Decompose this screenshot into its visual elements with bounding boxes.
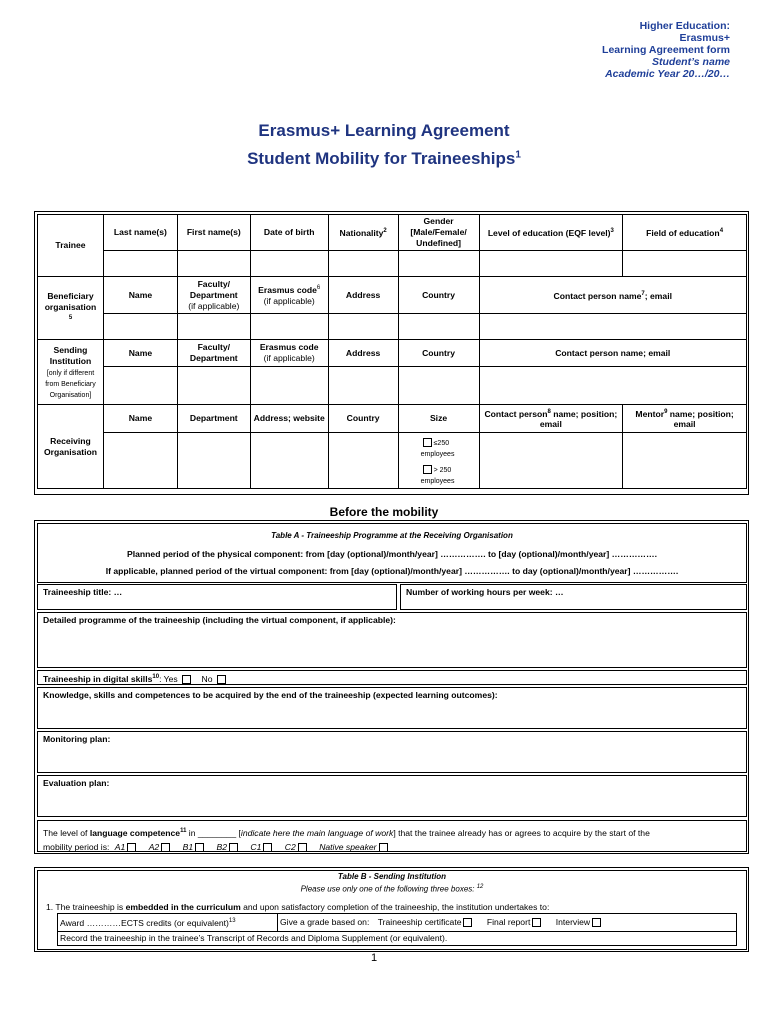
- col-last-name: Last name(s): [103, 215, 177, 251]
- page-title: Erasmus+ Learning Agreement: [258, 121, 510, 140]
- trainee-last-name-cell[interactable]: [103, 251, 177, 277]
- receiving-col-mentor: Mentor$^9$ name; position; email: [623, 405, 747, 433]
- level-a2-checkbox[interactable]: [161, 843, 170, 852]
- header-line-2: Erasmus+: [679, 32, 730, 44]
- sending-erasmus-cell[interactable]: [250, 367, 328, 405]
- beneficiary-col-address: Address: [328, 277, 398, 314]
- learning-outcomes-field[interactable]: Knowledge, skills and competences to be acquired by the end of the traineeship (expected learning outcomes):: [37, 687, 747, 729]
- col-field: Field of education$^4$: [623, 215, 747, 251]
- beneficiary-col-name: Name: [103, 277, 177, 314]
- trainee-label: Trainee: [38, 215, 104, 277]
- level-c1-checkbox[interactable]: [263, 843, 272, 852]
- trainee-dob-cell[interactable]: [250, 251, 328, 277]
- beneficiary-col-faculty: Faculty/ Department (if applicable): [177, 277, 250, 314]
- receiving-mentor-cell[interactable]: [623, 433, 747, 489]
- trainee-gender-cell[interactable]: [398, 251, 479, 277]
- table-b-options: [57, 913, 737, 946]
- col-first-name: First name(s): [177, 215, 250, 251]
- level-b1-checkbox[interactable]: [195, 843, 204, 852]
- sending-col-faculty: Faculty/ Department: [177, 340, 250, 367]
- header-line-4: Student’s name: [652, 56, 730, 68]
- record-transcript-cell[interactable]: Record the traineeship in the trainee’s Transcript of Records and Diploma Supplement (or equivalent).: [58, 932, 737, 946]
- sending-contact-cell[interactable]: [479, 367, 746, 405]
- size-large-label: > 250 employees: [420, 467, 455, 485]
- sending-name-cell[interactable]: [103, 367, 177, 405]
- beneficiary-erasmus-cell[interactable]: [250, 314, 328, 340]
- before-mobility-heading: Before the mobility: [329, 505, 439, 519]
- beneficiary-address-cell[interactable]: [328, 314, 398, 340]
- digital-skills-row: Traineeship in digital skills$^{10}$: Yes No: [37, 670, 747, 685]
- page-number: 1: [370, 952, 378, 964]
- document-header: [602, 20, 730, 80]
- receiving-col-address: Address; website: [250, 405, 328, 433]
- cert-checkbox[interactable]: [463, 918, 472, 927]
- sending-faculty-cell[interactable]: [177, 367, 250, 405]
- receiving-country-cell[interactable]: [328, 433, 398, 489]
- report-label: Final report: [486, 917, 531, 927]
- detailed-programme-field[interactable]: Detailed programme of the traineeship (including the virtual component, if applicable):: [37, 612, 747, 668]
- beneficiary-col-erasmus: Erasmus code$^6$ (if applicable): [250, 277, 328, 314]
- receiving-address-cell[interactable]: [250, 433, 328, 489]
- receiving-col-department: Department: [177, 405, 250, 433]
- receiving-col-name: Name: [103, 405, 177, 433]
- sending-country-cell[interactable]: [398, 367, 479, 405]
- trainee-first-name-cell[interactable]: [177, 251, 250, 277]
- receiving-col-size: Size: [398, 405, 479, 433]
- receiving-name-cell[interactable]: [103, 433, 177, 489]
- traineeship-title-field[interactable]: Traineeship title: …: [37, 584, 397, 610]
- sending-col-contact: Contact person name; email: [479, 340, 746, 367]
- receiving-department-cell[interactable]: [177, 433, 250, 489]
- monitoring-plan-field[interactable]: Monitoring plan:: [37, 731, 747, 773]
- sending-label: Sending Institution [only if different from Beneficiary Organisation]: [38, 340, 104, 405]
- digital-yes-checkbox[interactable]: [182, 675, 191, 684]
- table-b-subtitle: Please use only one of the following three boxes: $^{12}$: [300, 884, 484, 894]
- grade-label: Give a grade based on:: [280, 917, 370, 927]
- receiving-contact-cell[interactable]: [479, 433, 623, 489]
- size-small-checkbox[interactable]: [423, 438, 432, 447]
- level-native-checkbox[interactable]: [379, 843, 388, 852]
- col-level: Level of education (EQF level)$^3$: [479, 215, 623, 251]
- beneficiary-faculty-cell[interactable]: [177, 314, 250, 340]
- language-line-2: mobility period is: A1 A2 B1 B2 C1 C2 Native speaker: [43, 840, 741, 854]
- beneficiary-col-contact: Contact person name$^7$; email: [479, 277, 746, 314]
- digital-no-label: No: [201, 673, 213, 684]
- col-nationality: Nationality$^2$: [328, 215, 398, 251]
- period-virtual: If applicable, planned period of the virtual component: from [day (optional)/month/year] ……………. to day (optional)/month/year] …………….: [105, 566, 679, 576]
- beneficiary-col-country: Country: [398, 277, 479, 314]
- level-c2-checkbox[interactable]: [298, 843, 307, 852]
- receiving-col-country: Country: [328, 405, 398, 433]
- language-line-1: The level of language competence$^{11}$ in ________ [indicate here the main language of work] that the trainee already has or agrees to acquire by the start of the: [43, 827, 650, 838]
- language-competence-row: [37, 820, 747, 852]
- table-b-item-1: 1. The traineeship is embedded in the curriculum and upon satisfactory completion of the traineeship, the institution undertakes to:: [46, 901, 550, 912]
- digital-yes-label: : Yes: [159, 673, 178, 684]
- trainee-level-cell[interactable]: [479, 251, 623, 277]
- trainee-field-cell[interactable]: [623, 251, 747, 277]
- level-a1-checkbox[interactable]: [127, 843, 136, 852]
- level-b2-checkbox[interactable]: [229, 843, 238, 852]
- sending-col-name: Name: [103, 340, 177, 367]
- sending-col-erasmus: Erasmus code (if applicable): [250, 340, 328, 367]
- col-gender: Gender [Male/Female/ Undefined]: [398, 215, 479, 251]
- digital-no-checkbox[interactable]: [217, 675, 226, 684]
- working-hours-field[interactable]: Number of working hours per week: …: [400, 584, 747, 610]
- receiving-size-cell: [398, 433, 479, 489]
- evaluation-plan-field[interactable]: Evaluation plan:: [37, 775, 747, 817]
- beneficiary-contact-cell[interactable]: [479, 314, 746, 340]
- info-table: [37, 214, 747, 489]
- grade-options-cell: [278, 914, 737, 932]
- header-line-1: Higher Education:: [639, 20, 730, 32]
- interview-checkbox[interactable]: [592, 918, 601, 927]
- beneficiary-name-cell[interactable]: [103, 314, 177, 340]
- beneficiary-label: Beneficiary organisation $^5$: [38, 277, 104, 340]
- award-ects-cell[interactable]: Award …………ECTS credits (or equivalent)$^{13}$: [58, 914, 278, 932]
- table-b-title: Table B - Sending Institution: [337, 872, 447, 881]
- sending-col-address: Address: [328, 340, 398, 367]
- receiving-col-contact: Contact person$^8$ name; position; email: [479, 405, 623, 433]
- header-line-5: Academic Year 20…/20…: [605, 68, 730, 80]
- receiving-label: Receiving Organisation: [38, 405, 104, 489]
- sending-address-cell[interactable]: [328, 367, 398, 405]
- table-a-title: Table A - Traineeship Programme at the Receiving Organisation: [271, 531, 513, 540]
- period-physical: Planned period of the physical component: from [day (optional)/month/year] ……………. to [day (optional)/month/year] …………….: [127, 549, 657, 559]
- report-checkbox[interactable]: [532, 918, 541, 927]
- beneficiary-country-cell[interactable]: [398, 314, 479, 340]
- table-a-header: [37, 523, 747, 583]
- sending-col-country: Country: [398, 340, 479, 367]
- col-date-of-birth: Date of birth: [250, 215, 328, 251]
- size-large-checkbox[interactable]: [423, 465, 432, 474]
- digital-skills-label: Traineeship in digital skills: [43, 673, 153, 684]
- size-small-label: ≤250 employees: [420, 440, 455, 458]
- cert-label: Traineeship certificate: [377, 917, 462, 927]
- interview-label: Interview: [555, 917, 591, 927]
- trainee-nationality-cell[interactable]: [328, 251, 398, 277]
- header-line-3: Learning Agreement form: [602, 44, 730, 56]
- page-subtitle: Student Mobility for Traineeships$^1$: [247, 149, 521, 168]
